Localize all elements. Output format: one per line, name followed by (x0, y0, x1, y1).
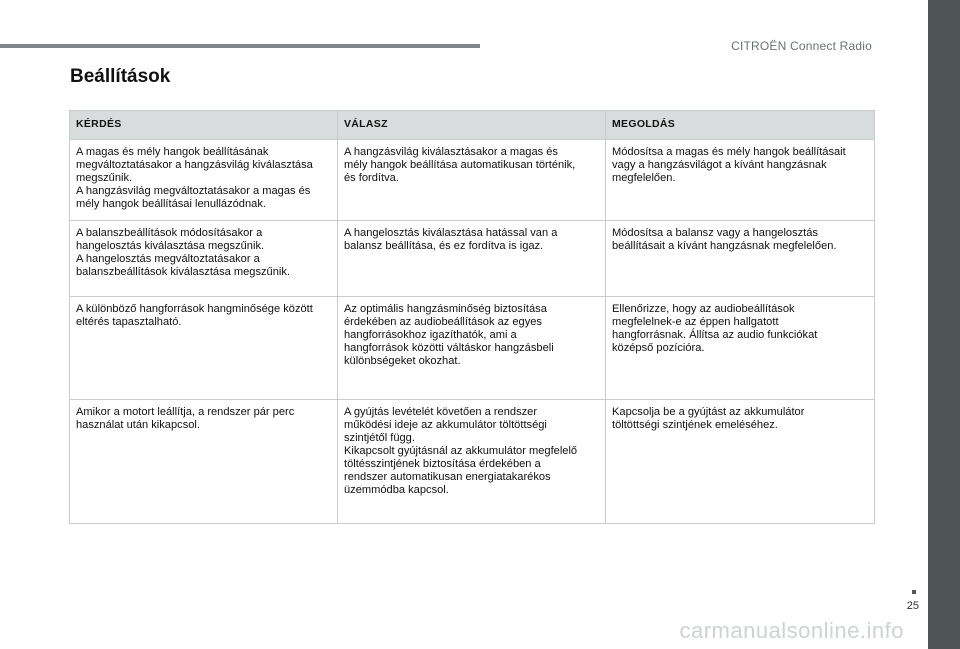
page-marker (912, 590, 916, 594)
table-header-row (70, 111, 875, 140)
table-cell-solution: Kapcsolja be a gyújtást az akkumulátor töltöttségi szintjének emeléséhez. (606, 400, 875, 524)
troubleshooting-table (69, 110, 875, 524)
table-cell-solution: Ellenőrizze, hogy az audiobeállítások megfelelnek-e az éppen hallgatott hangforrásnak. Állítsa az audio funkciókat középső pozícióra. (606, 297, 875, 400)
page-title: Beállítások (70, 66, 171, 87)
table-cell-question: A balanszbeállítások módosításakor a hangelosztás kiválasztása megszűnik. A hangelosztás megváltoztatásakor a balanszbeállítások kiválasztása megszűnik. (70, 221, 338, 297)
table-cell-answer: A gyújtás levételét követően a rendszer működési ideje az akkumulátor töltöttségi szintjétől függ. Kikapcsolt gyújtásnál az akkumulátor megfelelő töltésszintjének biztosítása érdekében a rendszer automatikusan energiatakarékos üzemmódba kapcsol. (338, 400, 606, 524)
side-bar (928, 0, 960, 649)
header-rule (0, 44, 480, 48)
column-header-question: KÉRDÉS (70, 111, 338, 140)
page-number: 25 (906, 600, 919, 612)
table-cell-answer: A hangzásvilág kiválasztásakor a magas és mély hangok beállítása automatikusan történik, és fordítva. (338, 140, 606, 221)
table-cell-question: A különböző hangforrások hangminősége között eltérés tapasztalható. (70, 297, 338, 400)
table-cell-answer: Az optimális hangzásminőség biztosítása érdekében az audiobeállítások az egyes hangforrásokhoz igazíthatók, ami a hangforrások közötti váltáskor hangzásbeli különbségeket okozhat. (338, 297, 606, 400)
table-cell-answer: A hangelosztás kiválasztása hatással van a balansz beállítása, és ez fordítva is igaz. (338, 221, 606, 297)
table-row (70, 140, 875, 221)
column-header-answer: VÁLASZ (338, 111, 606, 140)
header-brand: CITROËN Connect Radio (731, 39, 872, 53)
table-row (70, 400, 875, 524)
table-row (70, 297, 875, 400)
column-header-solution: MEGOLDÁS (606, 111, 875, 140)
table-cell-question: A magas és mély hangok beállításának megváltoztatásakor a hangzásvilág kiválasztása megszűnik. A hangzásvilág megváltoztatásakor a magas és mély hangok beállításai lenullázódnak. (70, 140, 338, 221)
table-cell-solution: Módosítsa a balansz vagy a hangelosztás beállításait a kívánt hangzásnak megfelelően. (606, 221, 875, 297)
table-row (70, 221, 875, 297)
table-cell-question: Amikor a motort leállítja, a rendszer pár perc használat után kikapcsol. (70, 400, 338, 524)
watermark: carmanualsonline.info (679, 618, 904, 643)
table-cell-solution: Módosítsa a magas és mély hangok beállításait vagy a hangzásvilágot a kívánt hangzásnak megfelelően. (606, 140, 875, 221)
